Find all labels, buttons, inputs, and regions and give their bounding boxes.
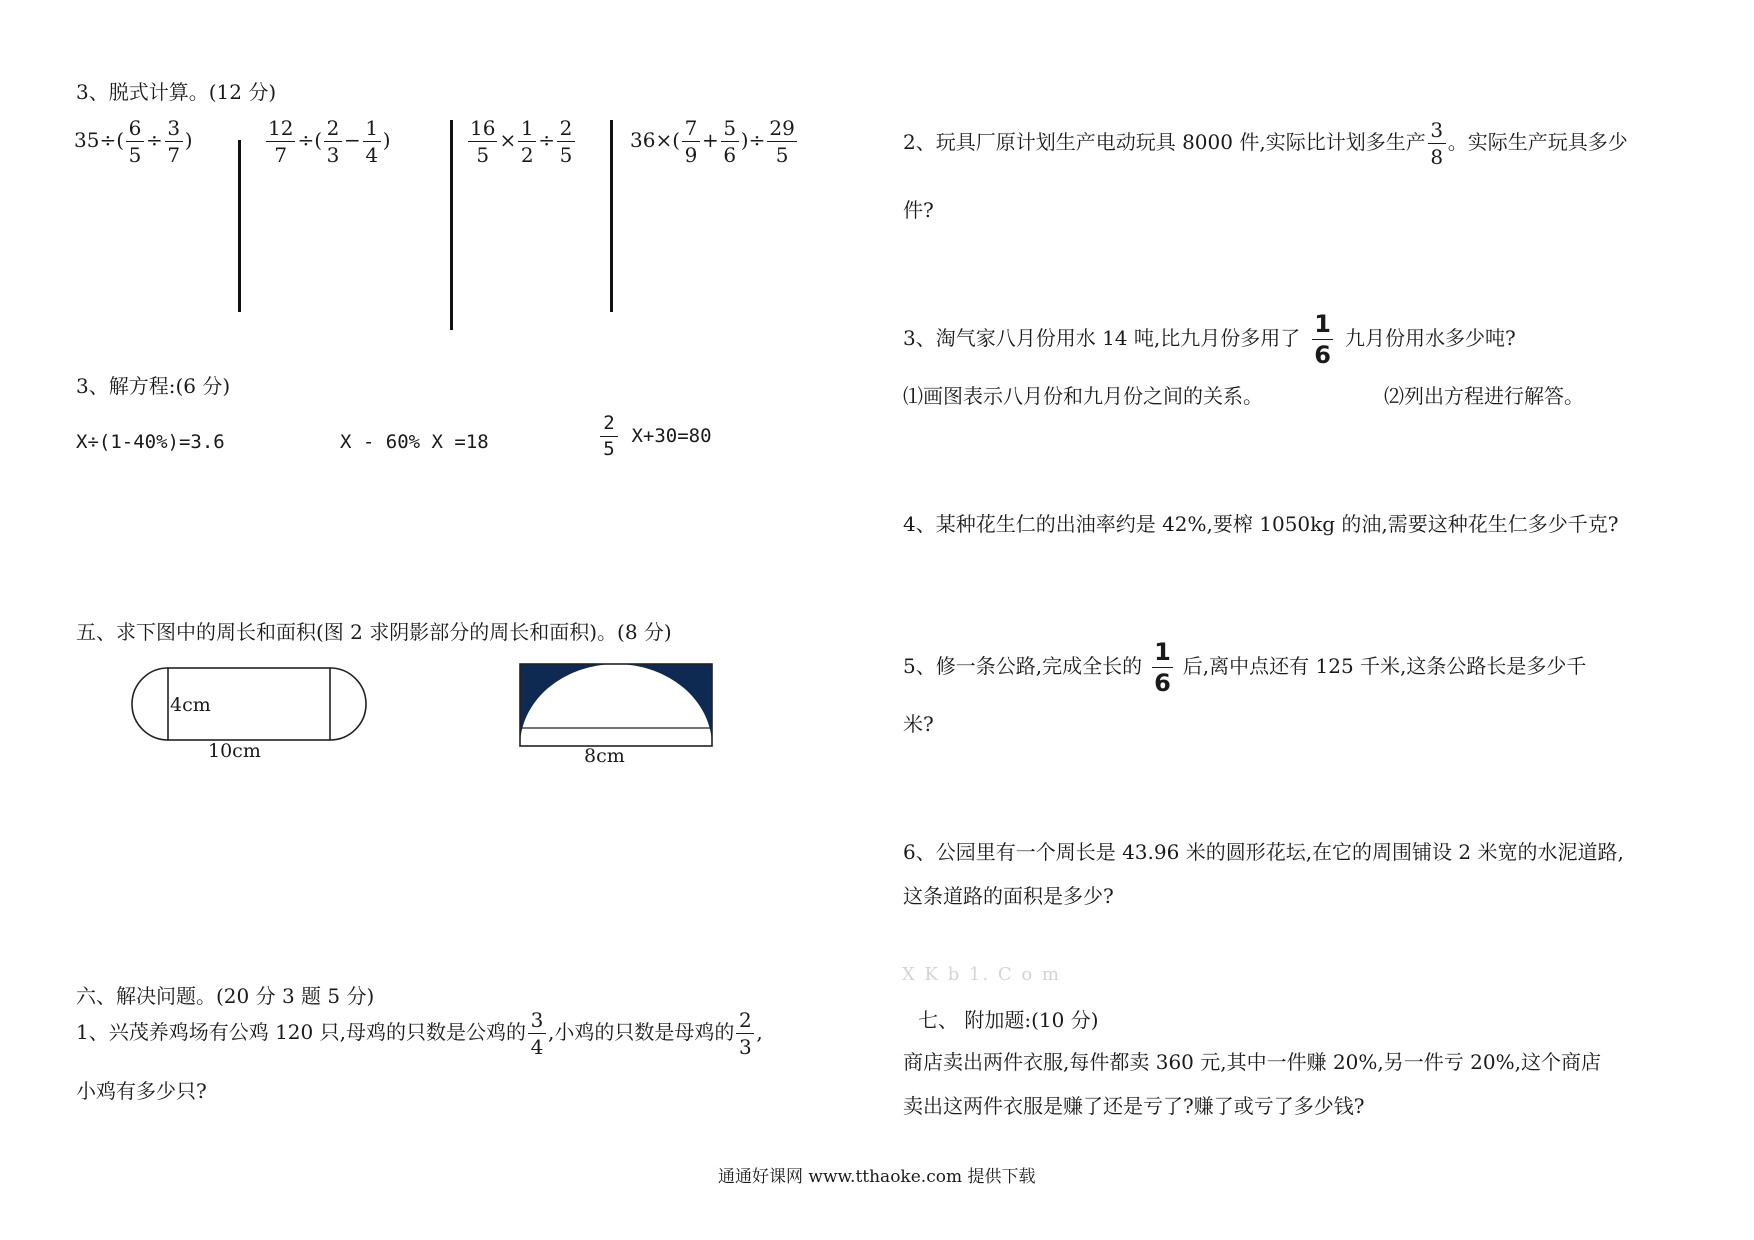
column-divider bbox=[610, 120, 613, 312]
problem-4: 4、某种花生仁的出油率约是 42%,要榨 1050kg 的油,需要这种花生仁多少千克? bbox=[903, 512, 1619, 536]
section-7-title: 七、 附加题:(10 分) bbox=[918, 1008, 1099, 1032]
footer-credit: 通通好课网 www.tthaoke.com 提供下载 bbox=[718, 1167, 1036, 1187]
problem-3: 3、淘气家八月份用水 14 吨,比九月份多用了 $\frac{1}{6}$ 九月份用水多少吨? bbox=[903, 310, 1516, 369]
equation-2: X - 60% X =18 bbox=[340, 431, 489, 453]
figure-2-width-label: 8cm bbox=[584, 745, 625, 767]
equations-title: 3、解方程:(6 分) bbox=[76, 374, 231, 398]
problem-5: 5、修一条公路,完成全长的 $\frac{1}{6}$ 后,离中点还有 125 千米,这条公路长是多少千 bbox=[903, 638, 1587, 697]
equation-3: $\frac{2}{5}$ X+30=80 bbox=[598, 414, 712, 459]
section-5-title: 五、求下图中的周长和面积(图 2 求阴影部分的周长和面积)。(8 分) bbox=[76, 620, 672, 644]
calc-expr-3: $\frac{16}{5}$ × $\frac{1}{2}$ ÷ $\frac{2}{5}$ bbox=[466, 118, 577, 165]
figure-1-height-label: 4cm bbox=[170, 694, 211, 716]
column-divider bbox=[238, 140, 241, 312]
figure-2-shaded-semicircle bbox=[516, 662, 716, 752]
problem-6: 6、公园里有一个周长是 43.96 米的圆形花坛,在它的周围铺设 2 米宽的水泥道路, bbox=[903, 840, 1624, 864]
problem-6-line-2: 这条道路的面积是多少? bbox=[903, 884, 1114, 908]
problem-1: 1、兴茂养鸡场有公鸡 120 只,母鸡的只数是公鸡的 $\frac{3}{4}$ ,小鸡的只数是母鸡的 $\frac{2}{3}$ , bbox=[76, 1008, 763, 1059]
section-7-line-2: 卖出这两件衣服是赚了还是亏了?赚了或亏了多少钱? bbox=[903, 1094, 1365, 1118]
problem-2-line-2: 件? bbox=[903, 198, 934, 222]
column-divider bbox=[450, 120, 453, 330]
watermark: X K b 1. C o m bbox=[902, 964, 1061, 985]
calc-expr-1: 35÷( $\frac{6}{5}$ ÷ $\frac{3}{7}$ ) bbox=[74, 116, 193, 167]
equation-1: X÷(1-40%)=3.6 bbox=[76, 431, 225, 453]
problem-3-sub-1: ⑴画图表示八月份和九月份之间的关系。 bbox=[903, 384, 1263, 408]
calc-expr-4: 36×( $\frac{7}{9}$ + $\frac{5}{6}$ )÷ $\frac{29}{5}$ bbox=[630, 116, 795, 167]
problem-2: 2、玩具厂原计划生产电动玩具 8000 件,实际比计划多生产 $\frac{3}{8}$ 。实际生产玩具多少 bbox=[903, 118, 1628, 169]
section-7-line-1: 商店卖出两件衣服,每件都卖 360 元,其中一件赚 20%,另一件亏 20%,这个商店 bbox=[903, 1050, 1601, 1074]
problem-3-sub-2: ⑵列出方程进行解答。 bbox=[1384, 384, 1584, 408]
calc-expr-2: $\frac{12}{7}$ ÷( $\frac{2}{3}$ − $\frac{1}{4}$ ) bbox=[268, 116, 391, 167]
section-6-title: 六、解决问题。(20 分 3 题 5 分) bbox=[76, 984, 375, 1008]
calc-title: 3、脱式计算。(12 分) bbox=[76, 80, 277, 104]
problem-5-line-2: 米? bbox=[903, 712, 934, 736]
figure-1-width-label: 10cm bbox=[208, 740, 261, 762]
problem-1-line-2: 小鸡有多少只? bbox=[76, 1079, 207, 1103]
